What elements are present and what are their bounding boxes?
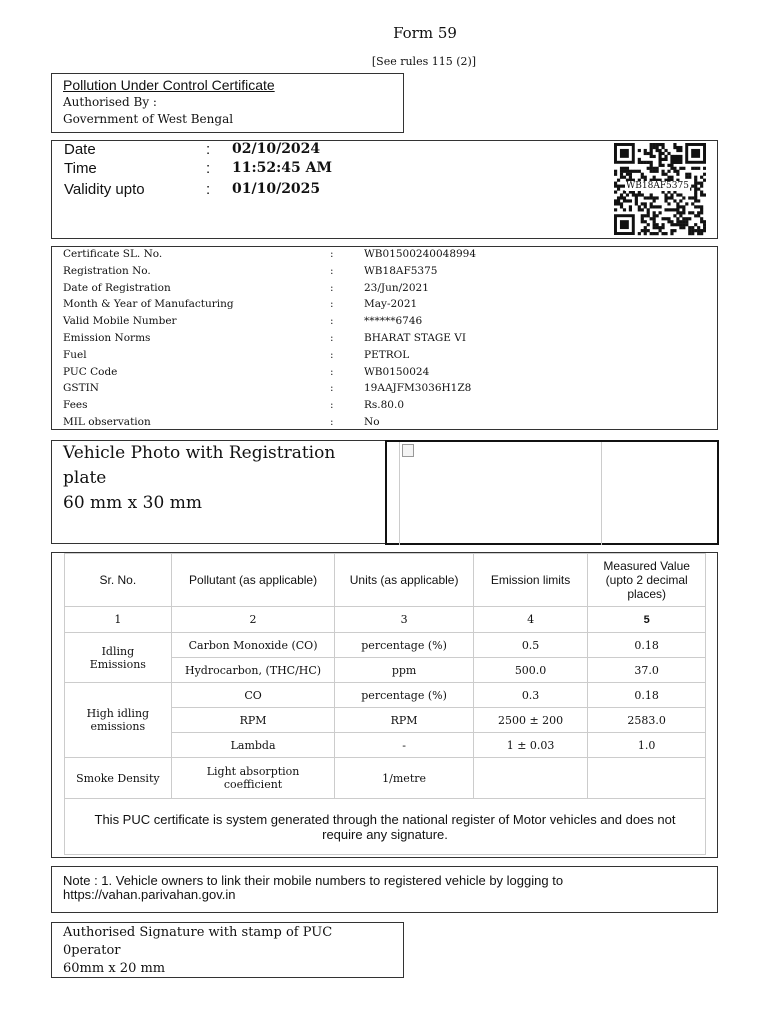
emission-table bbox=[64, 553, 706, 855]
table-header-row bbox=[65, 554, 706, 607]
detail-label: Certificate SL. No. bbox=[63, 248, 163, 260]
measured-cell: 0.18 bbox=[588, 683, 706, 708]
pollutant-cell: CO bbox=[171, 683, 335, 708]
pollutant-cell: RPM bbox=[171, 708, 335, 733]
limit-cell: 2500 ± 200 bbox=[473, 708, 588, 733]
detail-value: WB01500240048994 bbox=[364, 248, 477, 260]
detail-colon: : bbox=[330, 365, 334, 378]
detail-row bbox=[63, 330, 703, 346]
detail-colon: : bbox=[330, 281, 334, 294]
detail-row bbox=[63, 397, 703, 413]
table-row bbox=[65, 758, 706, 799]
header-measured: Measured Value (upto 2 decimal places) bbox=[588, 554, 706, 607]
certificate-title: Pollution Under Control Certificate bbox=[63, 77, 275, 93]
detail-value: 23/Jun/2021 bbox=[364, 281, 429, 294]
detail-colon: : bbox=[330, 315, 334, 328]
rules-reference: [See rules 115 (2)] bbox=[371, 55, 477, 68]
date-time-box bbox=[51, 140, 718, 239]
detail-row bbox=[63, 313, 703, 329]
detail-value: 19AAJFM3036H1Z8 bbox=[364, 382, 472, 395]
detail-value: Rs.80.0 bbox=[364, 399, 405, 412]
detail-label: Emission Norms bbox=[63, 332, 151, 344]
units-cell: percentage (%) bbox=[335, 683, 473, 708]
signature-box bbox=[51, 922, 404, 978]
detail-label: Registration No. bbox=[63, 264, 151, 277]
photo-label-line: 60 mm x 30 mm bbox=[63, 493, 202, 513]
emission-table-box bbox=[51, 552, 718, 858]
detail-label: Fuel bbox=[63, 348, 87, 361]
vehicle-photo-frame bbox=[385, 440, 719, 545]
date-label: Date bbox=[64, 141, 96, 158]
limit-cell: 0.5 bbox=[473, 633, 588, 658]
date-colon: : bbox=[206, 141, 211, 158]
qr-caption: WB18AF5375 bbox=[626, 181, 689, 191]
smoke-density-label: Smoke Density bbox=[65, 758, 172, 799]
detail-row bbox=[63, 414, 703, 430]
detail-label: PUC Code bbox=[63, 365, 118, 378]
date-value: 02/10/2024 bbox=[232, 141, 321, 157]
validity-value: 01/10/2025 bbox=[232, 181, 321, 197]
measured-cell: 37.0 bbox=[588, 658, 706, 683]
detail-colon: : bbox=[330, 382, 334, 395]
detail-value: PETROL bbox=[364, 348, 410, 361]
time-colon: : bbox=[206, 160, 211, 177]
certificate-authority-box bbox=[51, 73, 404, 133]
signature-line: Authorised Signature with stamp of PUC bbox=[63, 925, 333, 940]
header-limits: Emission limits bbox=[473, 554, 588, 607]
detail-colon: : bbox=[330, 298, 334, 311]
signature-line: 60mm x 20 mm bbox=[63, 961, 166, 976]
table-number-row bbox=[65, 607, 706, 633]
authority-name: Government of West Bengal bbox=[63, 112, 234, 126]
detail-value: ******6746 bbox=[364, 315, 423, 328]
detail-label: GSTIN bbox=[63, 382, 99, 395]
form-title: Form 59 bbox=[393, 24, 457, 42]
units-cell: 1/metre bbox=[335, 758, 473, 799]
note-text: Note : 1. Vehicle owners to link their mobile numbers to registered vehicle by logging to https://vahan.parivahan.gov.in bbox=[63, 873, 564, 902]
column-number: 4 bbox=[473, 607, 588, 633]
system-generated-note: This PUC certificate is system generated through the national register of Motor vehicles and does not require any signature. bbox=[65, 799, 706, 855]
time-label: Time bbox=[64, 160, 97, 177]
column-number: 3 bbox=[335, 607, 473, 633]
photo-label-line: Vehicle Photo with Registration bbox=[63, 443, 336, 463]
vehicle-photo-label bbox=[63, 441, 383, 516]
header-pollutant: Pollutant (as applicable) bbox=[171, 554, 335, 607]
detail-label: Fees bbox=[63, 399, 88, 412]
detail-row bbox=[63, 246, 703, 262]
units-cell: ppm bbox=[335, 658, 473, 683]
detail-row bbox=[63, 347, 703, 363]
header-sr-no: Sr. No. bbox=[65, 554, 172, 607]
column-number: 5 bbox=[588, 607, 706, 633]
vehicle-photo-box bbox=[51, 440, 718, 544]
limit-cell bbox=[473, 758, 588, 799]
limit-cell: 1 ± 0.03 bbox=[473, 733, 588, 758]
detail-row bbox=[63, 263, 703, 279]
detail-value: WB0150024 bbox=[364, 365, 430, 378]
validity-label: Validity upto bbox=[64, 181, 145, 198]
measured-cell: 2583.0 bbox=[588, 708, 706, 733]
signature-line: 0perator bbox=[63, 943, 121, 958]
detail-colon: : bbox=[330, 332, 334, 344]
time-value: 11:52:45 AM bbox=[232, 160, 333, 176]
vehicle-details-box bbox=[51, 246, 718, 430]
detail-row bbox=[63, 380, 703, 396]
detail-value: WB18AF5375 bbox=[364, 264, 438, 277]
pollutant-cell: Hydrocarbon, (THC/HC) bbox=[171, 658, 335, 683]
detail-value: No bbox=[364, 416, 380, 428]
photo-label-line: plate bbox=[63, 468, 107, 488]
column-number: 1 bbox=[65, 607, 172, 633]
units-cell: RPM bbox=[335, 708, 473, 733]
table-footer-row bbox=[65, 799, 706, 855]
pollutant-cell: Light absorption coefficient bbox=[171, 758, 335, 799]
detail-colon: : bbox=[330, 416, 334, 428]
units-cell: percentage (%) bbox=[335, 633, 473, 658]
note-box bbox=[51, 866, 718, 913]
measured-cell bbox=[588, 758, 706, 799]
limit-cell: 0.3 bbox=[473, 683, 588, 708]
detail-row bbox=[63, 364, 703, 380]
detail-label: Month & Year of Manufacturing bbox=[63, 298, 234, 311]
detail-value: May-2021 bbox=[364, 298, 418, 311]
detail-value: BHARAT STAGE VI bbox=[364, 332, 467, 344]
vehicle-photo-placeholder bbox=[399, 442, 602, 545]
validity-colon: : bbox=[206, 181, 211, 198]
detail-colon: : bbox=[330, 264, 334, 277]
measured-cell: 1.0 bbox=[588, 733, 706, 758]
column-number: 2 bbox=[171, 607, 335, 633]
detail-colon: : bbox=[330, 348, 334, 361]
idling-group-label: Idling Emissions bbox=[65, 633, 172, 683]
detail-label: Valid Mobile Number bbox=[63, 315, 177, 328]
measured-cell: 0.18 bbox=[588, 633, 706, 658]
table-row bbox=[65, 683, 706, 708]
high-idling-group-label: High idling emissions bbox=[65, 683, 172, 758]
units-cell: - bbox=[335, 733, 473, 758]
header-units: Units (as applicable) bbox=[335, 554, 473, 607]
broken-image-icon bbox=[402, 444, 414, 457]
detail-label: Date of Registration bbox=[63, 281, 171, 294]
detail-row bbox=[63, 296, 703, 312]
limit-cell: 500.0 bbox=[473, 658, 588, 683]
detail-row bbox=[63, 280, 703, 296]
pollutant-cell: Lambda bbox=[171, 733, 335, 758]
authorised-by-label: Authorised By : bbox=[63, 95, 157, 109]
detail-label: MIL observation bbox=[63, 416, 151, 428]
pollutant-cell: Carbon Monoxide (CO) bbox=[171, 633, 335, 658]
table-row bbox=[65, 633, 706, 658]
detail-colon: : bbox=[330, 399, 334, 412]
detail-colon: : bbox=[330, 248, 334, 260]
